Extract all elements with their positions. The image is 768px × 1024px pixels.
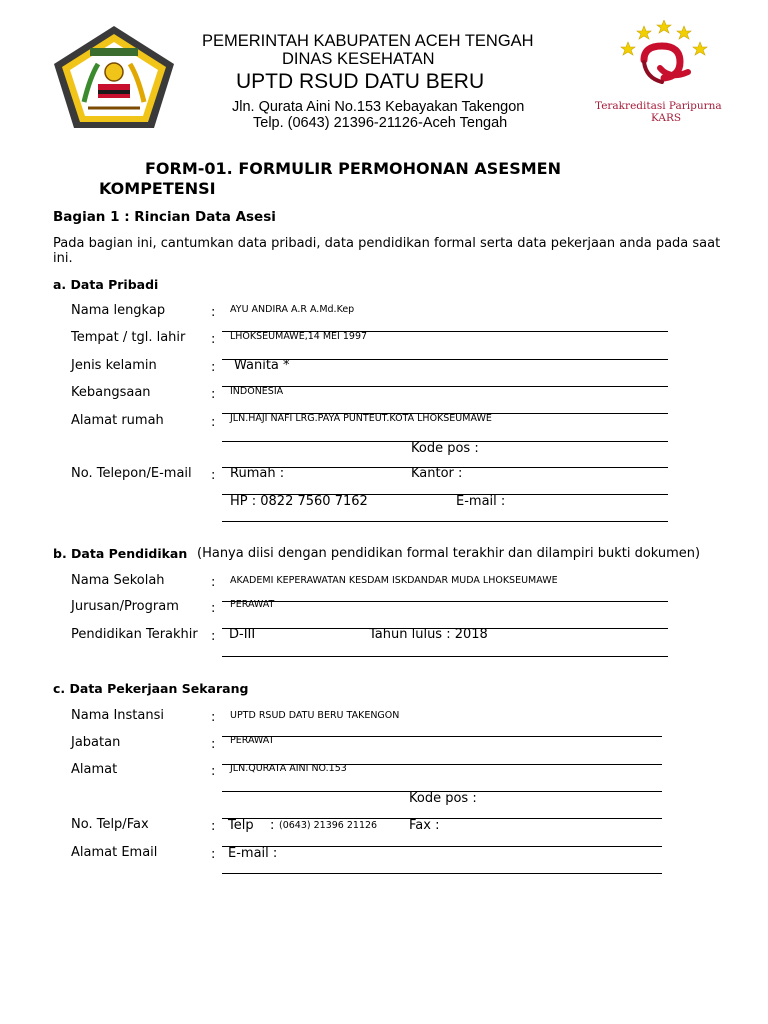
nationality-value[interactable]: INDONESIA: [230, 386, 284, 397]
phone-email-label: No. Telepon/E-mail: [71, 466, 192, 481]
colon: :: [211, 387, 216, 402]
colon: :: [211, 737, 216, 752]
school-name-value[interactable]: AKADEMI KEPERAWATAN KESDAM ISKDANDAR MUDA LHOKSEUMAWE: [230, 575, 558, 586]
office-phone-label[interactable]: Kantor :: [411, 466, 463, 481]
full-name-value[interactable]: AYU ANDIRA A.R A.Md.Kep: [230, 304, 355, 315]
colon: :: [211, 601, 216, 616]
institution-value[interactable]: UPTD RSUD DATU BERU TAKENGON: [230, 710, 400, 721]
department-name: DINAS KESEHATAN: [282, 50, 435, 68]
colon: :: [211, 847, 216, 862]
work-postal-underline: [222, 818, 662, 819]
work-phone-fax-label: No. Telp/Fax: [71, 817, 149, 832]
work-email-label: Alamat Email: [71, 845, 158, 860]
gender-underline: [222, 386, 668, 387]
graduation-year[interactable]: Tahun lulus : 2018: [369, 627, 488, 642]
major-label: Jurusan/Program: [71, 599, 179, 614]
work-fax-label[interactable]: Fax :: [409, 818, 440, 833]
birth-place-date-value[interactable]: LHOKSEUMAWE,14 MEI 1997: [230, 331, 368, 342]
personal-data-heading: a. Data Pribadi: [53, 277, 159, 292]
colon: :: [211, 629, 216, 644]
work-phone-colon: :: [270, 818, 275, 833]
colon: :: [211, 764, 216, 779]
school-underline: [222, 601, 668, 602]
colon: :: [211, 468, 216, 483]
work-phone-prefix: Telp: [228, 818, 254, 833]
colon: :: [211, 819, 216, 834]
colon: :: [211, 360, 216, 375]
nationality-label: Kebangsaan: [71, 385, 151, 400]
mobile-phone-value[interactable]: HP : 0822 7560 7162: [230, 494, 368, 509]
position-label: Jabatan: [71, 735, 121, 750]
school-name-label: Nama Sekolah: [71, 573, 165, 588]
institution-label: Nama Instansi: [71, 708, 164, 723]
accreditation-body: KARS: [651, 112, 682, 124]
regency-crest-icon: [50, 22, 178, 132]
work-phone-underline: [222, 846, 662, 847]
hospital-name: UPTD RSUD DATU BERU: [236, 70, 485, 93]
hospital-address: Jln. Qurata Aini No.153 Kebayakan Takengon: [232, 99, 525, 115]
birth-place-date-label: Tempat / tgl. lahir: [71, 330, 186, 345]
work-phone-value[interactable]: (0643) 21396 21126: [279, 820, 378, 831]
home-address-label: Alamat rumah: [71, 413, 164, 428]
section-heading: Bagian 1 : Rincian Data Asesi: [53, 209, 276, 225]
intro-text-line1: Pada bagian ini, cantumkan data pribadi, data pendidikan formal serta data pekerjaan anda pada saat: [53, 236, 721, 251]
work-address-label: Alamat: [71, 762, 118, 777]
work-address-value[interactable]: JLN.QURATA AINI NO.153: [230, 763, 347, 774]
work-email-field[interactable]: E-mail :: [228, 846, 278, 861]
institution-underline: [222, 736, 662, 737]
colon: :: [211, 710, 216, 725]
form-title-line1: FORM-01. FORMULIR PERMOHONAN ASESMEN: [145, 159, 561, 178]
gender-value[interactable]: Wanita *: [234, 358, 290, 373]
email-label[interactable]: E-mail :: [456, 494, 506, 509]
education-data-heading: b. Data Pendidikan: [53, 546, 188, 561]
colon: :: [211, 415, 216, 430]
work-postal-code-label: Kode pos :: [409, 791, 477, 806]
mobile-underline: [222, 521, 668, 522]
hospital-phone: Telp. (0643) 21396-21126-Aceh Tengah: [253, 115, 508, 131]
gender-label: Jenis kelamin: [71, 358, 157, 373]
employment-data-heading: c. Data Pekerjaan Sekarang: [53, 681, 249, 696]
accreditation-text: Terakreditasi Paripurna: [595, 100, 722, 112]
colon: :: [211, 575, 216, 590]
kars-accreditation-logo-icon: [614, 20, 714, 100]
government-name: PEMERINTAH KABUPATEN ACEH TENGAH: [202, 32, 534, 50]
work-email-underline: [222, 873, 662, 874]
intro-text-line2: ini.: [53, 251, 73, 266]
last-education-label: Pendidikan Terakhir: [71, 627, 198, 642]
major-value[interactable]: PERAWAT: [230, 599, 275, 610]
education-note: (Hanya diisi dengan pendidikan formal terakhir dan dilampiri bukti dokumen): [197, 546, 701, 561]
colon: :: [211, 332, 216, 347]
education-underline: [222, 656, 668, 657]
colon: :: [211, 305, 216, 320]
form-title-line2: KOMPETENSI: [99, 179, 216, 198]
full-name-label: Nama lengkap: [71, 303, 166, 318]
postal-code-label: Kode pos :: [411, 441, 479, 456]
home-address-value[interactable]: JLN.HAJI NAFI LRG.PAYA PUNTEUT.KOTA LHOKSEUMAWE: [230, 413, 492, 424]
position-value[interactable]: PERAWAT: [230, 735, 275, 746]
last-education-value[interactable]: D-III: [229, 627, 256, 642]
home-phone-label[interactable]: Rumah :: [230, 466, 285, 481]
